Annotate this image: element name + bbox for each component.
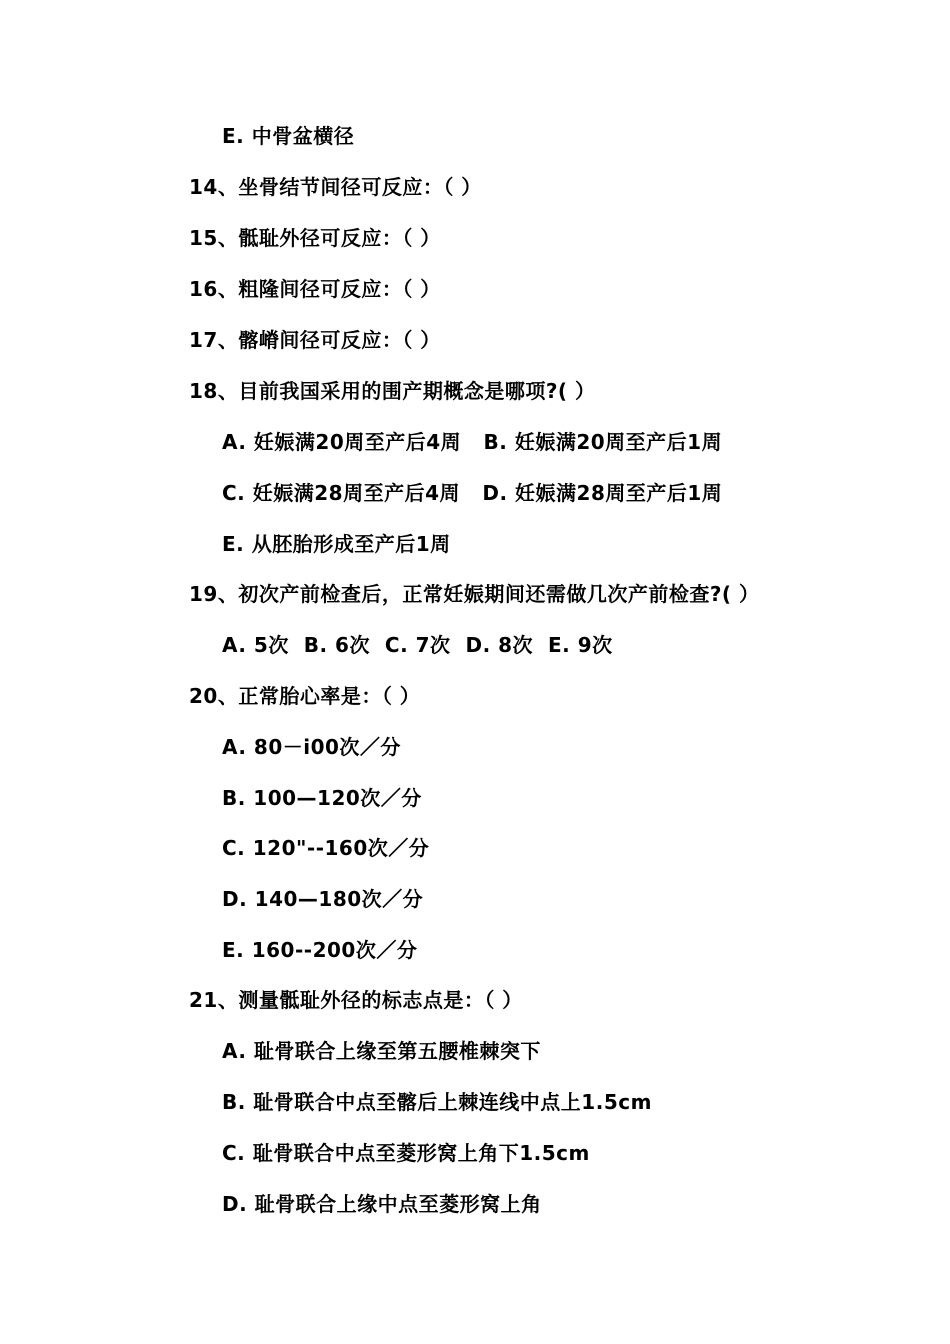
question-line: 17、髂嵴间径可反应：（ ） [189, 328, 441, 352]
option-line: E. 160--200次／分 [222, 938, 418, 962]
option-line: E. 中骨盆横径 [222, 124, 355, 148]
question-line: 20、正常胎心率是：（ ） [189, 684, 421, 708]
option-line: A. 耻骨联合上缘至第五腰椎棘突下 [222, 1039, 541, 1063]
option-line: C. 耻骨联合中点至菱形窝上角下1.5cm [222, 1141, 590, 1165]
question-line: 21、测量骶耻外径的标志点是：（ ） [189, 988, 523, 1012]
question-line: 14、坐骨结节间径可反应：（ ） [189, 175, 482, 199]
option-line: A. 5次 B. 6次 C. 7次 D. 8次 E. 9次 [222, 633, 613, 657]
option-line: A. 80－i00次／分 [222, 735, 401, 759]
option-line: C. 妊娠满28周至产后4周 D. 妊娠满28周至产后1周 [222, 481, 723, 505]
option-line: A. 妊娠满20周至产后4周 B. 妊娠满20周至产后1周 [222, 430, 723, 454]
option-line: B. 100—120次／分 [222, 786, 422, 810]
option-line: B. 耻骨联合中点至髂后上棘连线中点上1.5cm [222, 1090, 652, 1114]
question-line: 18、目前我国采用的围产期概念是哪项?( ） [189, 379, 596, 403]
question-line: 19、初次产前检查后，正常妊娠期间还需做几次产前检查?( ） [189, 582, 760, 606]
option-line: D. 耻骨联合上缘中点至菱形窝上角 [222, 1192, 542, 1216]
question-line: 16、粗隆间径可反应：（ ） [189, 277, 441, 301]
option-line: D. 140—180次／分 [222, 887, 424, 911]
option-line: C. 120"--160次／分 [222, 836, 430, 860]
question-line: 15、骶耻外径可反应：（ ） [189, 226, 441, 250]
option-line: E. 从胚胎形成至产后1周 [222, 532, 451, 556]
